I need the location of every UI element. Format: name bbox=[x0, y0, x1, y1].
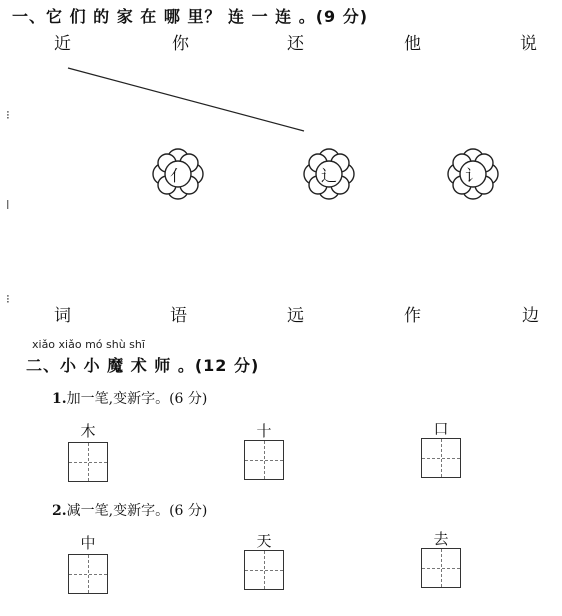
top-char-4[interactable]: 他 bbox=[404, 34, 421, 54]
edge-mark: ǀ bbox=[6, 198, 10, 212]
section1-title: 一、它 们 的 家 在 哪 里？ 连 一 连 。(9 分) bbox=[12, 7, 369, 26]
bottom-char-4[interactable]: 作 bbox=[404, 306, 421, 326]
part1-answer-box-3[interactable] bbox=[421, 438, 461, 478]
top-char-3[interactable]: 还 bbox=[287, 34, 304, 54]
bottom-char-5[interactable]: 边 bbox=[522, 306, 539, 326]
top-char-5[interactable]: 说 bbox=[520, 34, 537, 54]
part2-answer-box-1[interactable] bbox=[68, 554, 108, 594]
part2-label: 2. bbox=[52, 503, 67, 519]
bottom-char-2[interactable]: 语 bbox=[170, 306, 187, 326]
radical-label: 辶 bbox=[320, 166, 337, 185]
part1-answer-box-2[interactable] bbox=[244, 440, 284, 480]
radical-label: 讠 bbox=[464, 166, 481, 185]
top-char-1[interactable]: 近 bbox=[54, 34, 71, 54]
part2-heading bbox=[52, 500, 207, 520]
part2-char-2: 天 bbox=[256, 532, 272, 550]
part2-char-1: 中 bbox=[80, 534, 96, 552]
part1-answer-box-1[interactable] bbox=[68, 442, 108, 482]
part1-heading bbox=[52, 388, 207, 408]
top-char-2[interactable]: 你 bbox=[172, 34, 189, 54]
part1-char-3: 口 bbox=[433, 420, 449, 438]
part2-answer-box-3[interactable] bbox=[421, 548, 461, 588]
bottom-char-3[interactable]: 远 bbox=[287, 306, 304, 326]
flower-radical-2[interactable] bbox=[301, 146, 357, 202]
part1-char-1: 木 bbox=[80, 422, 96, 440]
section2-title: 二、小 小 魔 术 师 。(12 分) bbox=[26, 356, 260, 375]
section2-pinyin: xiǎo xiǎo mó shù shī bbox=[32, 338, 145, 351]
edge-mark: ⁝ bbox=[6, 292, 10, 306]
edge-mark: ⁝ bbox=[6, 108, 10, 122]
part1-label: 1. bbox=[52, 391, 67, 407]
bottom-char-1[interactable]: 词 bbox=[54, 306, 71, 326]
flower-radical-1[interactable] bbox=[150, 146, 206, 202]
part2-answer-box-2[interactable] bbox=[244, 550, 284, 590]
flower-radical-3[interactable] bbox=[445, 146, 501, 202]
part1-char-2: 十 bbox=[256, 422, 272, 440]
radical-label: 亻 bbox=[169, 166, 186, 185]
part1-text: 加一笔,变新字。(6 分) bbox=[66, 391, 208, 407]
part2-char-3: 去 bbox=[433, 530, 449, 548]
part2-text: 减一笔,变新字。(6 分) bbox=[66, 503, 208, 519]
